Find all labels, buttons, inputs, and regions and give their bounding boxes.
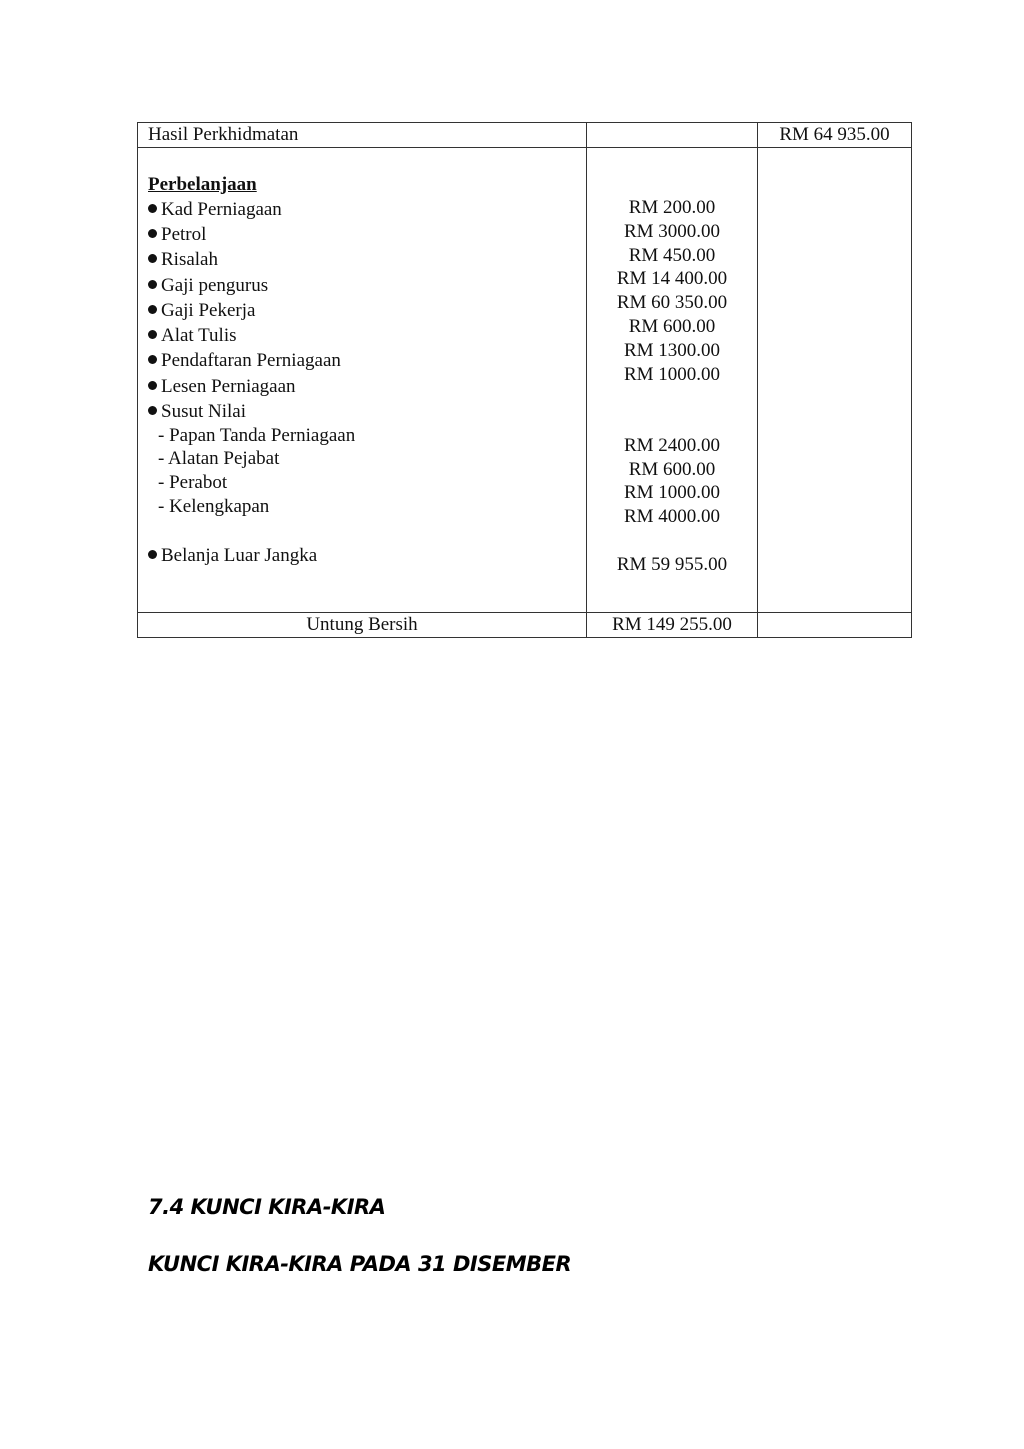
expense-amount: RM 14 400.00 bbox=[616, 268, 728, 289]
revenue-value: RM 64 935.00 bbox=[758, 123, 912, 148]
depreciation-amount: RM 600.00 bbox=[628, 459, 716, 480]
expenses-labels bbox=[138, 148, 586, 612]
other-expense-amount: RM 59 955.00 bbox=[616, 554, 728, 575]
depreciation-item: - Papan Tanda Perniagaan bbox=[158, 425, 356, 446]
section-heading: 7.4 KUNCI KIRA-KIRA bbox=[148, 1195, 386, 1219]
expenses-title: Perbelanjaan bbox=[148, 174, 257, 195]
bullet-icon bbox=[148, 229, 157, 238]
bullet-icon bbox=[148, 204, 157, 213]
balance-sheet-title: KUNCI KIRA-KIRA PADA 31 DISEMBER bbox=[148, 1252, 572, 1276]
bullet-icon bbox=[148, 550, 157, 559]
net-profit-label: Untung Bersih bbox=[138, 613, 587, 638]
depreciation-label: Susut Nilai bbox=[148, 400, 246, 423]
revenue-label: Hasil Perkhidmatan bbox=[148, 124, 299, 145]
expense-amount: RM 1000.00 bbox=[623, 364, 721, 385]
bullet-icon bbox=[148, 330, 157, 339]
expenses-total-cell bbox=[758, 148, 912, 613]
expenses-row bbox=[138, 148, 912, 613]
expense-amount: RM 200.00 bbox=[628, 197, 716, 218]
expense-item: Gaji pengurus bbox=[148, 274, 268, 297]
expense-item: Lesen Perniagaan bbox=[148, 375, 296, 398]
expense-item: Petrol bbox=[148, 223, 206, 246]
revenue-label-cell bbox=[138, 123, 587, 148]
revenue-mid-cell bbox=[587, 123, 758, 148]
bullet-icon bbox=[148, 305, 157, 314]
depreciation-amount: RM 1000.00 bbox=[623, 482, 721, 503]
expense-amount: RM 450.00 bbox=[628, 245, 716, 266]
depreciation-item: - Kelengkapan bbox=[158, 496, 270, 517]
bullet-icon bbox=[148, 355, 157, 364]
net-profit-empty-cell bbox=[758, 613, 912, 638]
expenses-amount-cell bbox=[587, 148, 758, 613]
depreciation-item: - Perabot bbox=[158, 472, 228, 493]
depreciation-amount: RM 4000.00 bbox=[623, 506, 721, 527]
expenses-label-cell bbox=[138, 148, 587, 613]
bullet-icon bbox=[148, 280, 157, 289]
bullet-icon bbox=[148, 406, 157, 415]
expense-item: Pendaftaran Perniagaan bbox=[148, 349, 341, 372]
expense-amount: RM 3000.00 bbox=[623, 221, 721, 242]
expense-amount: RM 600.00 bbox=[628, 316, 716, 337]
depreciation-amount: RM 2400.00 bbox=[623, 435, 721, 456]
expenses-amounts bbox=[587, 148, 757, 612]
expense-item: Kad Perniagaan bbox=[148, 198, 282, 221]
expense-amount: RM 1300.00 bbox=[623, 340, 721, 361]
income-statement-table bbox=[137, 122, 912, 638]
net-profit-value: RM 149 255.00 bbox=[587, 613, 758, 638]
bullet-icon bbox=[148, 381, 157, 390]
expense-item: Risalah bbox=[148, 248, 218, 271]
expense-amount: RM 60 350.00 bbox=[616, 292, 728, 313]
revenue-row bbox=[138, 123, 912, 148]
bullet-icon bbox=[148, 254, 157, 263]
expense-item: Alat Tulis bbox=[148, 324, 237, 347]
depreciation-item: - Alatan Pejabat bbox=[158, 448, 280, 469]
net-profit-row bbox=[138, 613, 912, 638]
expense-item: Gaji Pekerja bbox=[148, 299, 255, 322]
other-expense-label: Belanja Luar Jangka bbox=[148, 544, 317, 567]
